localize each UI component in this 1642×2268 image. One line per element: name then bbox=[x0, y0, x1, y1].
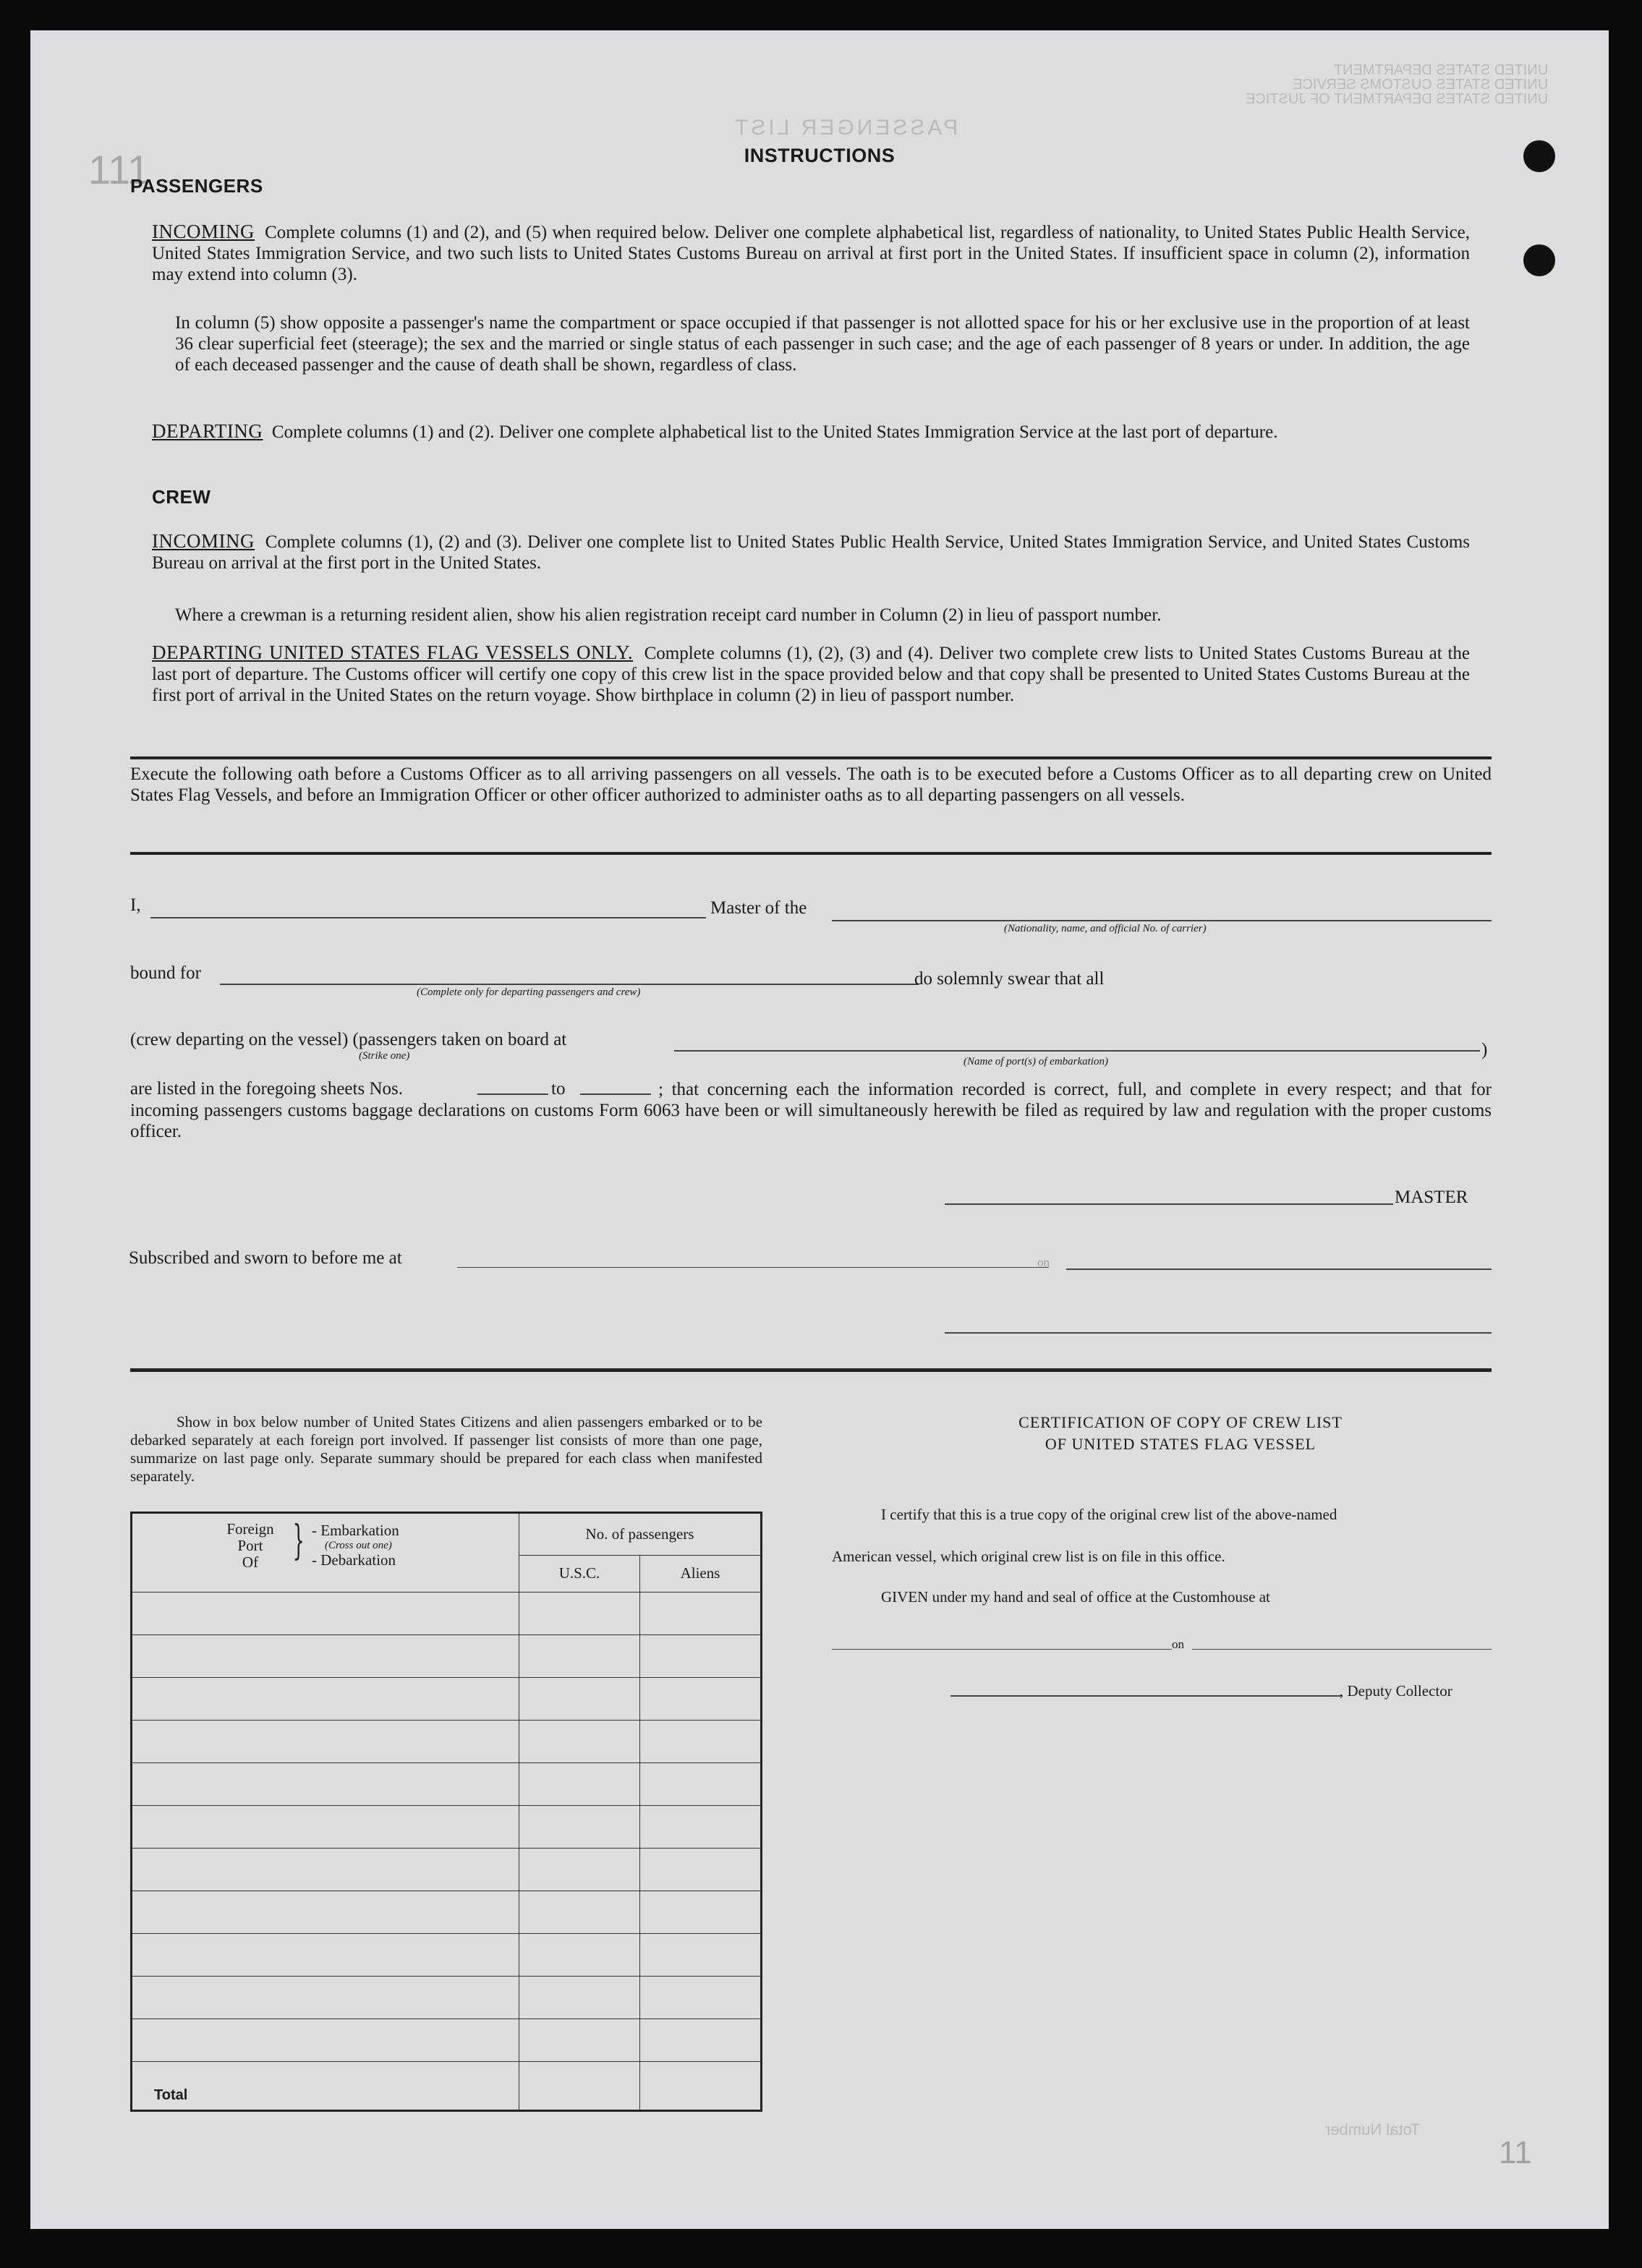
certification-title-line2: OF UNITED STATES FLAG VESSEL bbox=[1045, 1435, 1316, 1453]
bleed-through-mark: 11 bbox=[1499, 2135, 1532, 2170]
usc-cell[interactable] bbox=[519, 1849, 640, 1891]
bound-for-label: bound for bbox=[130, 963, 201, 983]
divider bbox=[130, 756, 1492, 759]
master-label: MASTER bbox=[1395, 1188, 1468, 1207]
usc-cell[interactable] bbox=[519, 1763, 640, 1806]
certify-line2: American vessel, which original crew list is on file in this office. bbox=[832, 1548, 1225, 1565]
solemnly-swear-text: do solemnly swear that all bbox=[914, 969, 1105, 989]
table-row bbox=[132, 1635, 762, 1678]
aliens-cell[interactable] bbox=[640, 1934, 762, 1977]
aliens-header: Aliens bbox=[640, 1555, 762, 1592]
form-page bbox=[30, 30, 1609, 2229]
aliens-cell[interactable] bbox=[640, 1721, 762, 1763]
usc-cell[interactable] bbox=[519, 1806, 640, 1849]
aliens-cell[interactable] bbox=[640, 2019, 762, 2062]
brace: } bbox=[292, 1517, 305, 1564]
aliens-cell[interactable] bbox=[640, 1763, 762, 1806]
crew-incoming-text: Complete columns (1), (2) and (3). Deliver one complete list to United States Public Health Service, United States Immigration Service, and United States Customs Bureau on arrival at the first port in the United States. bbox=[152, 532, 1471, 573]
usc-cell[interactable] bbox=[519, 1635, 640, 1678]
aliens-cell[interactable] bbox=[640, 1977, 762, 2019]
port-cell[interactable] bbox=[132, 2019, 519, 2062]
master-name-field[interactable] bbox=[150, 917, 706, 918]
master-signature-field[interactable] bbox=[945, 1203, 1393, 1205]
usc-cell[interactable] bbox=[519, 2019, 640, 2062]
section-heading-passengers: PASSENGERS bbox=[130, 175, 263, 197]
table-row bbox=[132, 1593, 762, 1635]
sworn-on-label: on bbox=[1037, 1256, 1050, 1269]
embark-debark-labels bbox=[312, 1522, 399, 1569]
foreign-port-of bbox=[218, 1521, 283, 1571]
crew-incoming-para bbox=[152, 531, 1470, 574]
table-row bbox=[132, 1721, 762, 1763]
bleed-through-mark: Total Number bbox=[1325, 2120, 1420, 2139]
deputy-collector-signature[interactable] bbox=[950, 1695, 1341, 1697]
usc-cell[interactable] bbox=[519, 1721, 640, 1763]
strike-one-hint: (Strike one) bbox=[359, 1050, 410, 1062]
no-passengers-header: No. of passengers bbox=[519, 1513, 762, 1556]
master-of-label: Master of the bbox=[710, 898, 807, 918]
usc-cell[interactable] bbox=[519, 1891, 640, 1934]
port-cell[interactable] bbox=[132, 1891, 519, 1934]
oath-instruction-text: Execute the following oath before a Customs Officer as to all arriving passengers on all vessels. The oath is to be executed before a Customs Officer as to all departing crew on United States Flag Vessels, and before an Immigration Officer or other officer authorized to administer oaths as to all departing passengers on all vessels. bbox=[130, 764, 1492, 805]
departing-text: Complete columns (1) and (2). Deliver one complete alphabetical list to the United States Immigration Service at the last port of departure. bbox=[271, 422, 1278, 442]
table-row bbox=[132, 2019, 762, 2062]
port-cell[interactable] bbox=[132, 1977, 519, 2019]
certify-on-label: on bbox=[1172, 1637, 1184, 1651]
table-row bbox=[132, 1891, 762, 1934]
port-cell[interactable] bbox=[132, 1763, 519, 1806]
port-cell[interactable] bbox=[132, 1721, 519, 1763]
aliens-cell[interactable] bbox=[640, 1849, 762, 1891]
usc-header: U.S.C. bbox=[519, 1555, 640, 1592]
table-row bbox=[132, 1678, 762, 1721]
table-row bbox=[132, 1977, 762, 2019]
certification-title bbox=[891, 1412, 1470, 1455]
bleed-through-mark: UNITED STATES DEPARTMENT UNITED STATES CUSTOMS SERVICE UNITED STATES DEPARTMENT OF JUSTICE bbox=[1246, 62, 1549, 107]
given-under-hand: GIVEN under my hand and seal of office at the Customhouse at bbox=[881, 1588, 1270, 1606]
foreign-port-of-text: Foreign Port Of bbox=[226, 1520, 274, 1571]
table-row bbox=[132, 1763, 762, 1806]
carrier-field[interactable] bbox=[832, 920, 1492, 921]
port-cell[interactable] bbox=[132, 1806, 519, 1849]
passengers-departing-para bbox=[152, 421, 1470, 443]
port-cell[interactable] bbox=[132, 1934, 519, 1977]
aliens-cell[interactable] bbox=[640, 1678, 762, 1721]
officer-signature-field[interactable] bbox=[945, 1332, 1492, 1334]
usc-cell[interactable] bbox=[519, 1593, 640, 1635]
column-five-text: In column (5) show opposite a passenger's name the compartment or space occupied if that passenger is not allotted space for his or her exclusive use in the proportion of at least 36 clear superficial feet (steerage); the sex and the married or single status of each passenger in such case; and the age of each passenger of 8 years or under. In addition, the age of each deceased passenger and the cause of death shall be shown, regardless of class. bbox=[175, 313, 1470, 375]
punch-hole bbox=[1523, 244, 1555, 276]
certify-date-field[interactable] bbox=[1192, 1649, 1492, 1650]
sworn-date-field[interactable] bbox=[1066, 1269, 1492, 1270]
oath-i-label: I, bbox=[130, 895, 141, 915]
aliens-cell[interactable] bbox=[640, 1593, 762, 1635]
usc-cell[interactable] bbox=[519, 1678, 640, 1721]
carrier-hint: (Nationality, name, and official No. of carrier) bbox=[1004, 923, 1207, 934]
divider bbox=[130, 1368, 1492, 1372]
subscribed-label: Subscribed and sworn to before me at bbox=[129, 1248, 402, 1268]
summary-instruction bbox=[130, 1413, 762, 1485]
sheets-statement bbox=[130, 1079, 1492, 1142]
divider bbox=[130, 852, 1492, 855]
departing-label: DEPARTING bbox=[152, 420, 263, 442]
table-row bbox=[132, 1849, 762, 1891]
aliens-cell[interactable] bbox=[640, 1891, 762, 1934]
certify-line1: I certify that this is a true copy of the original crew list of the above-named bbox=[881, 1506, 1337, 1523]
cross-out-hint: (Cross out one) bbox=[325, 1540, 392, 1551]
bound-for-hint: (Complete only for departing passengers and crew) bbox=[417, 986, 641, 998]
aliens-cell[interactable] bbox=[640, 1806, 762, 1849]
column-five-para bbox=[175, 312, 1470, 375]
aliens-cell[interactable] bbox=[640, 1635, 762, 1678]
bound-for-field[interactable] bbox=[220, 984, 919, 985]
crew-incoming-label: INCOMING bbox=[152, 530, 255, 552]
usc-cell[interactable] bbox=[519, 1977, 640, 2019]
summary-instruction-text: Show in box below number of United States Citizens and alien passengers embarked or to be debarked separately at each foreign port involved. If passenger list consists of more than one page, summarize on last page only. Separate summary should be prepared for each class when manifested separately. bbox=[130, 1413, 762, 1485]
total-row bbox=[132, 2062, 762, 2111]
table-row bbox=[132, 1806, 762, 1849]
port-header-cell bbox=[132, 1513, 519, 1593]
oath-instruction bbox=[130, 764, 1492, 806]
embarkation-ports-field[interactable] bbox=[674, 1050, 1480, 1052]
crew-departing-label: DEPARTING UNITED STATES FLAG VESSELS ONLY. bbox=[152, 641, 634, 663]
port-cell[interactable] bbox=[132, 1678, 519, 1721]
sheets-nos-label: are listed in the foregoing sheets Nos. bbox=[130, 1079, 403, 1099]
crewman-alien-text: Where a crewman is a returning resident alien, show his alien registration receipt card number in Column (2) in lieu of passport number. bbox=[175, 605, 1162, 625]
passengers-incoming-para bbox=[152, 221, 1470, 285]
port-cell[interactable] bbox=[132, 1849, 519, 1891]
closing-paren: ) bbox=[1481, 1040, 1488, 1060]
crew-passengers-text: (crew departing on the vessel) (passengers taken on board at bbox=[130, 1030, 567, 1049]
section-heading-crew: CREW bbox=[152, 486, 211, 508]
port-cell[interactable] bbox=[132, 1635, 519, 1678]
passenger-summary-table bbox=[130, 1512, 762, 2112]
port-cell[interactable] bbox=[132, 1593, 519, 1635]
crew-departing-para bbox=[152, 642, 1470, 706]
incoming-label: INCOMING bbox=[152, 221, 255, 242]
embarkation-label: - Embarkation bbox=[312, 1522, 399, 1539]
debarkation-label: - Debarkation bbox=[312, 1551, 396, 1569]
certification-title-line1: CERTIFICATION OF COPY OF CREW LIST bbox=[1018, 1413, 1343, 1431]
page-title: INSTRUCTIONS bbox=[744, 145, 896, 166]
sheets-to-label: to bbox=[551, 1079, 566, 1099]
incoming-text: Complete columns (1) and (2), and (5) when required below. Deliver one complete alphabetical list, regardless of nationality, to United States Public Health Service, United States Immigration Service, and two such lists to United States Customs Bureau on arrival at first port in the United States. If insufficient space in column (2), information may extend into column (3). bbox=[152, 223, 1471, 284]
total-usc-cell[interactable] bbox=[519, 2062, 640, 2111]
sworn-place-field[interactable] bbox=[457, 1267, 1049, 1268]
customhouse-field[interactable] bbox=[832, 1649, 1172, 1650]
total-aliens-cell[interactable] bbox=[640, 2062, 762, 2111]
crew-departing-text: Complete columns (1), (2), (3) and (4). Deliver two complete crew lists to United States Customs Bureau at the last port of departure. The Customs officer will certify one copy of this crew list in the space provided below and that copy shall be presented to United States Customs Bureau at the first port of arrival in the United States on the return voyage. Show birthplace in column (2) in lieu of passport number. bbox=[152, 644, 1470, 705]
deputy-collector-label: , Deputy Collector bbox=[1340, 1682, 1452, 1700]
sheets-statement-text: ; that concerning each the information recorded is correct, full, and complete in every respect; and that for incoming passengers customs baggage declarations on customs Form 6063 have been or will simultaneously herewith be filed as required by law and regulation with the proper customs officer. bbox=[130, 1080, 1492, 1141]
bleed-through-mark: PASSENGER LIST bbox=[732, 116, 958, 140]
crewman-alien-para bbox=[175, 605, 1470, 626]
usc-cell[interactable] bbox=[519, 1934, 640, 1977]
bleed-through-mark: 111 bbox=[88, 147, 150, 192]
table-row bbox=[132, 1934, 762, 1977]
embarkation-hint: (Name of port(s) of embarkation) bbox=[963, 1056, 1108, 1067]
total-label: Total bbox=[132, 2062, 519, 2111]
